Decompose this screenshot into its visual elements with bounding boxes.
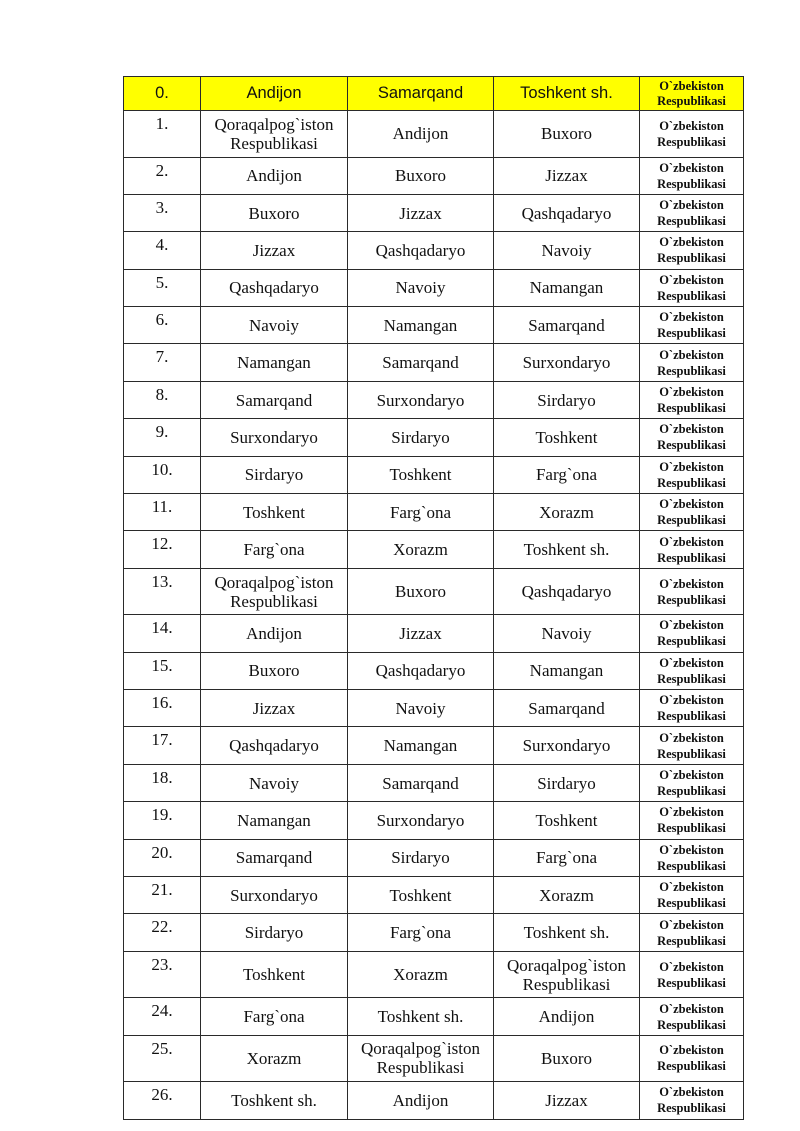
cell-republic: O`zbekiston Respublikasi (640, 194, 744, 231)
table-body (124, 77, 744, 1120)
table-row (124, 419, 744, 456)
cell-col-1: Toshkent (201, 951, 348, 998)
table-row (124, 456, 744, 493)
row-number-cell: 4. (124, 232, 201, 269)
cell-col-2: Namangan (348, 727, 494, 764)
cell-col-1: Qashqadaryo (201, 269, 348, 306)
cell-col-1: Buxoro (201, 194, 348, 231)
cell-col-3: Buxoro (494, 1035, 640, 1082)
row-number-cell: 14. (124, 615, 201, 652)
cell-col-1: Qoraqalpog`iston Respublikasi (201, 568, 348, 615)
cell-col-3: Buxoro (494, 111, 640, 158)
row-number-cell: 21. (124, 877, 201, 914)
cell-republic: O`zbekiston Respublikasi (640, 269, 744, 306)
cell-col-1: Navoiy (201, 764, 348, 801)
cell-col-3: Jizzax (494, 157, 640, 194)
cell-col-3: Navoiy (494, 232, 640, 269)
cell-republic: O`zbekiston Respublikasi (640, 1035, 744, 1082)
cell-col-2: Andijon (348, 1082, 494, 1119)
cell-col-3: Surxondaryo (494, 344, 640, 381)
row-number-cell: 18. (124, 764, 201, 801)
cell-col-3: Surxondaryo (494, 727, 640, 764)
table-row (124, 111, 744, 158)
cell-col-3: Jizzax (494, 1082, 640, 1119)
row-number-cell: 5. (124, 269, 201, 306)
table-row (124, 690, 744, 727)
table-row (124, 802, 744, 839)
cell-col-3: Xorazm (494, 877, 640, 914)
table-row (124, 764, 744, 801)
cell-col-2: Qashqadaryo (348, 652, 494, 689)
cell-republic: O`zbekiston Respublikasi (640, 232, 744, 269)
cell-republic: O`zbekiston Respublikasi (640, 998, 744, 1035)
table-row (124, 269, 744, 306)
cell-republic: O`zbekiston Respublikasi (640, 727, 744, 764)
cell-col-2: Farg`ona (348, 914, 494, 951)
cell-col-1: Namangan (201, 802, 348, 839)
row-number-cell: 1. (124, 111, 201, 158)
row-number-cell: 24. (124, 998, 201, 1035)
cell-col-3: Toshkent (494, 419, 640, 456)
cell-col-1: Farg`ona (201, 531, 348, 568)
cell-col-1: Navoiy (201, 307, 348, 344)
cell-col-2: Jizzax (348, 615, 494, 652)
cell-col-2: Navoiy (348, 269, 494, 306)
table-row (124, 344, 744, 381)
row-number-cell: 26. (124, 1082, 201, 1119)
cell-col-1: Sirdaryo (201, 914, 348, 951)
cell-republic: O`zbekiston Respublikasi (640, 652, 744, 689)
cell-col-3: Samarqand (494, 307, 640, 344)
table-row (124, 568, 744, 615)
cell-col-2: Navoiy (348, 690, 494, 727)
header-cell-republic: O`zbekiston Respublikasi (640, 77, 744, 111)
cell-col-1: Samarqand (201, 381, 348, 418)
table-row (124, 1035, 744, 1082)
cell-col-2: Namangan (348, 307, 494, 344)
cell-col-1: Buxoro (201, 652, 348, 689)
cell-col-1: Xorazm (201, 1035, 348, 1082)
row-number-cell: 23. (124, 951, 201, 998)
cell-col-3: Sirdaryo (494, 381, 640, 418)
cell-col-3: Qashqadaryo (494, 568, 640, 615)
table-row (124, 531, 744, 568)
row-number-cell: 19. (124, 802, 201, 839)
cell-col-2: Buxoro (348, 157, 494, 194)
cell-col-3: Navoiy (494, 615, 640, 652)
cell-republic: O`zbekiston Respublikasi (640, 157, 744, 194)
cell-col-1: Andijon (201, 615, 348, 652)
cell-republic: O`zbekiston Respublikasi (640, 877, 744, 914)
cell-col-1: Samarqand (201, 839, 348, 876)
cell-col-3: Qoraqalpog`iston Respublikasi (494, 951, 640, 998)
cell-col-2: Toshkent (348, 456, 494, 493)
cell-col-2: Farg`ona (348, 494, 494, 531)
cell-col-1: Surxondaryo (201, 877, 348, 914)
cell-col-3: Namangan (494, 652, 640, 689)
cell-republic: O`zbekiston Respublikasi (640, 531, 744, 568)
row-number-cell: 13. (124, 568, 201, 615)
cell-republic: O`zbekiston Respublikasi (640, 914, 744, 951)
cell-col-2: Toshkent sh. (348, 998, 494, 1035)
row-number-cell: 10. (124, 456, 201, 493)
cell-col-1: Jizzax (201, 232, 348, 269)
cell-republic: O`zbekiston Respublikasi (640, 381, 744, 418)
cell-col-2: Surxondaryo (348, 802, 494, 839)
cell-col-3: Samarqand (494, 690, 640, 727)
cell-republic: O`zbekiston Respublikasi (640, 802, 744, 839)
cell-col-1: Toshkent sh. (201, 1082, 348, 1119)
cell-col-3: Toshkent sh. (494, 531, 640, 568)
cell-republic: O`zbekiston Respublikasi (640, 1082, 744, 1119)
cell-col-2: Xorazm (348, 951, 494, 998)
cell-republic: O`zbekiston Respublikasi (640, 456, 744, 493)
cell-col-2: Surxondaryo (348, 381, 494, 418)
header-cell-andijon: Andijon (201, 77, 348, 111)
row-number-cell: 20. (124, 839, 201, 876)
cell-col-1: Andijon (201, 157, 348, 194)
header-cell-number: 0. (124, 77, 201, 111)
table-row (124, 951, 744, 998)
row-number-cell: 8. (124, 381, 201, 418)
cell-republic: O`zbekiston Respublikasi (640, 764, 744, 801)
cell-col-2: Sirdaryo (348, 839, 494, 876)
cell-republic: O`zbekiston Respublikasi (640, 494, 744, 531)
cell-col-1: Namangan (201, 344, 348, 381)
cell-col-2: Sirdaryo (348, 419, 494, 456)
cell-republic: O`zbekiston Respublikasi (640, 307, 744, 344)
cell-col-3: Farg`ona (494, 456, 640, 493)
table-row (124, 615, 744, 652)
cell-col-1: Toshkent (201, 494, 348, 531)
cell-col-1: Farg`ona (201, 998, 348, 1035)
cell-col-1: Jizzax (201, 690, 348, 727)
table-header-row (124, 77, 744, 111)
cell-republic: O`zbekiston Respublikasi (640, 111, 744, 158)
cell-col-2: Xorazm (348, 531, 494, 568)
cell-republic: O`zbekiston Respublikasi (640, 344, 744, 381)
header-cell-toshkent: Toshkent sh. (494, 77, 640, 111)
table-row (124, 914, 744, 951)
table-row (124, 998, 744, 1035)
cell-col-2: Samarqand (348, 344, 494, 381)
cell-col-2: Qashqadaryo (348, 232, 494, 269)
cell-col-2: Qoraqalpog`iston Respublikasi (348, 1035, 494, 1082)
row-number-cell: 11. (124, 494, 201, 531)
cell-col-2: Jizzax (348, 194, 494, 231)
row-number-cell: 2. (124, 157, 201, 194)
row-number-cell: 17. (124, 727, 201, 764)
cell-col-2: Samarqand (348, 764, 494, 801)
region-table (123, 76, 744, 1120)
row-number-cell: 15. (124, 652, 201, 689)
table-row (124, 652, 744, 689)
table-row (124, 307, 744, 344)
cell-col-1: Qashqadaryo (201, 727, 348, 764)
cell-col-3: Sirdaryo (494, 764, 640, 801)
cell-col-2: Buxoro (348, 568, 494, 615)
row-number-cell: 9. (124, 419, 201, 456)
cell-col-3: Andijon (494, 998, 640, 1035)
header-cell-samarqand: Samarqand (348, 77, 494, 111)
table-row (124, 877, 744, 914)
table-row (124, 839, 744, 876)
cell-republic: O`zbekiston Respublikasi (640, 568, 744, 615)
cell-col-1: Surxondaryo (201, 419, 348, 456)
cell-col-3: Toshkent (494, 802, 640, 839)
cell-col-2: Andijon (348, 111, 494, 158)
table-row (124, 727, 744, 764)
cell-republic: O`zbekiston Respublikasi (640, 839, 744, 876)
cell-republic: O`zbekiston Respublikasi (640, 419, 744, 456)
row-number-cell: 3. (124, 194, 201, 231)
row-number-cell: 16. (124, 690, 201, 727)
row-number-cell: 25. (124, 1035, 201, 1082)
table-row (124, 1082, 744, 1119)
row-number-cell: 6. (124, 307, 201, 344)
row-number-cell: 7. (124, 344, 201, 381)
cell-col-3: Xorazm (494, 494, 640, 531)
cell-republic: O`zbekiston Respublikasi (640, 690, 744, 727)
cell-republic: O`zbekiston Respublikasi (640, 951, 744, 998)
cell-col-1: Qoraqalpog`iston Respublikasi (201, 111, 348, 158)
table-row (124, 232, 744, 269)
cell-col-3: Namangan (494, 269, 640, 306)
table-row (124, 381, 744, 418)
row-number-cell: 12. (124, 531, 201, 568)
cell-col-1: Sirdaryo (201, 456, 348, 493)
cell-col-3: Farg`ona (494, 839, 640, 876)
table-row (124, 157, 744, 194)
row-number-cell: 22. (124, 914, 201, 951)
table-row (124, 494, 744, 531)
table-row (124, 194, 744, 231)
cell-republic: O`zbekiston Respublikasi (640, 615, 744, 652)
cell-col-3: Qashqadaryo (494, 194, 640, 231)
cell-col-3: Toshkent sh. (494, 914, 640, 951)
cell-col-2: Toshkent (348, 877, 494, 914)
